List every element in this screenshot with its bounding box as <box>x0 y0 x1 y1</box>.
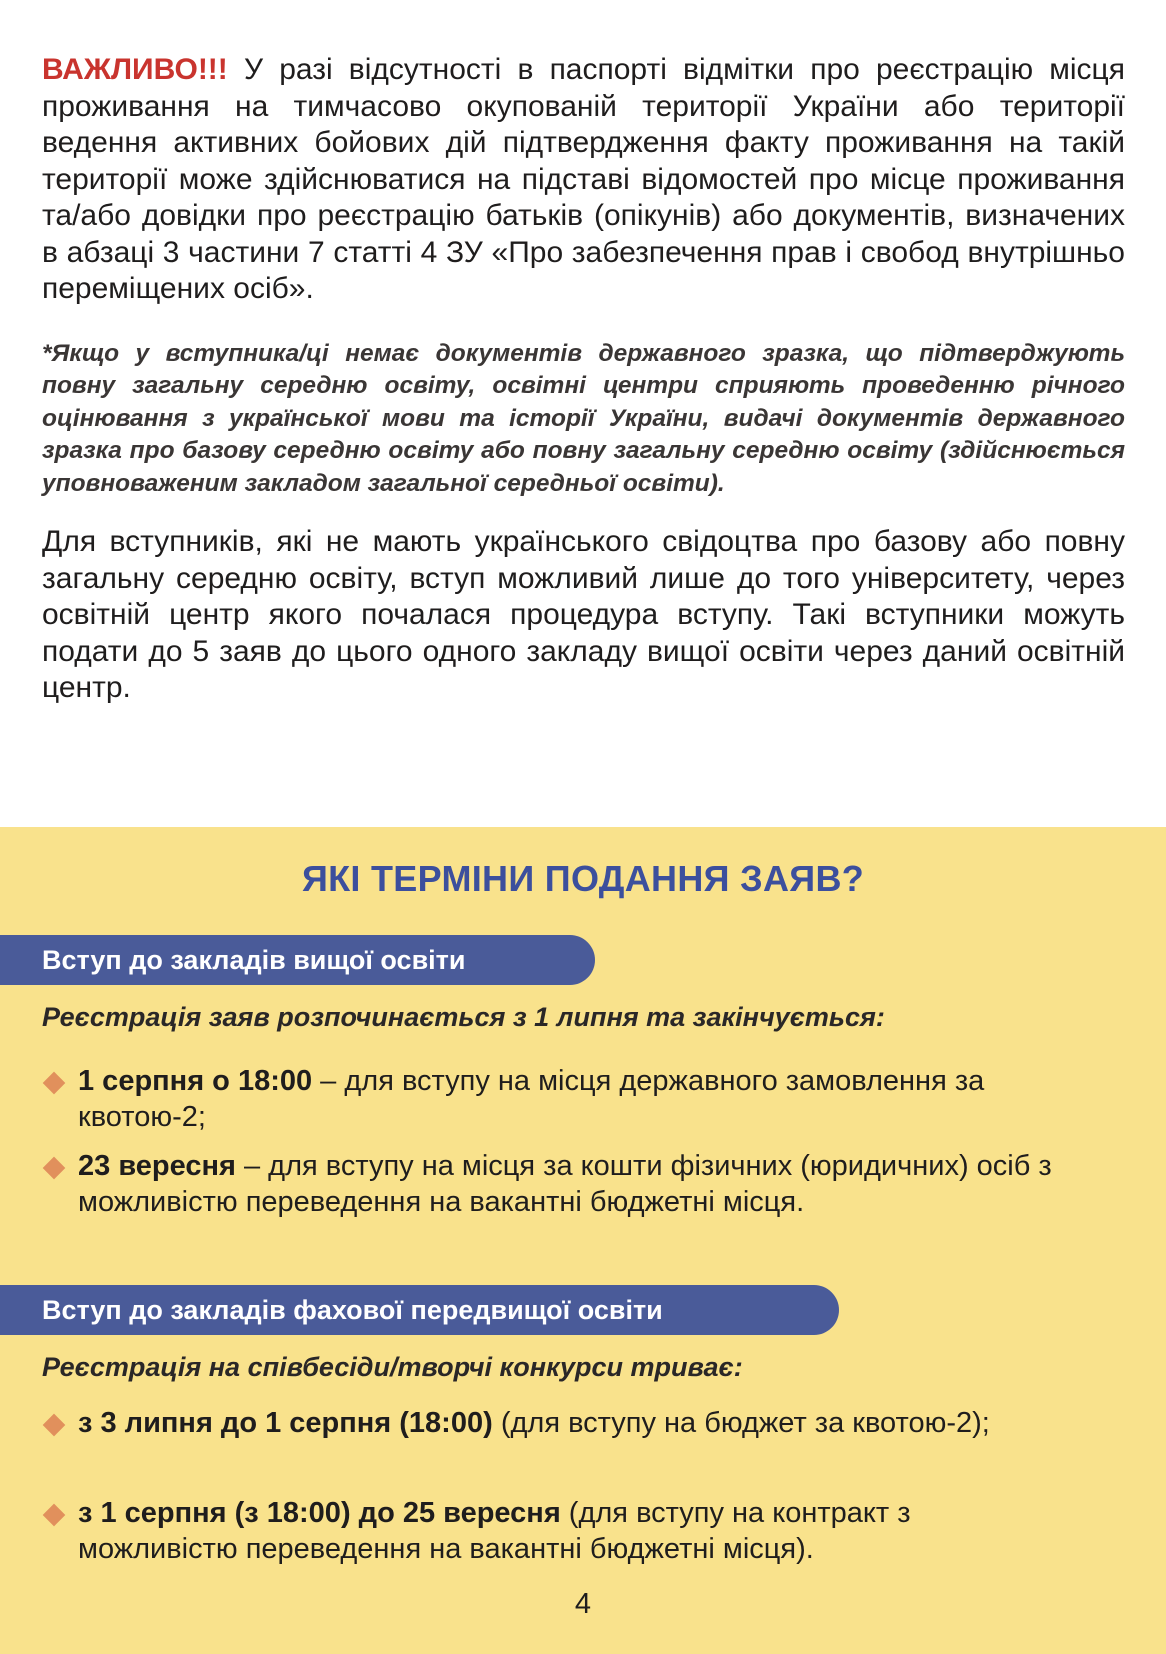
deadline-text: (для вступу на бюджет за квотою-2); <box>492 1407 990 1439</box>
page-number: 4 <box>574 1588 592 1620</box>
preprofessional-education-subheading: Реєстрація на співбесіди/творчі конкурси триває: <box>42 1352 743 1382</box>
list-item <box>78 1063 1058 1135</box>
deadline-date: 1 серпня о 18:00 <box>78 1065 313 1097</box>
higher-education-subheading: Реєстрація заяв розпочинається з 1 липня та закінчується: <box>42 1002 885 1032</box>
deadline-text: (для вступу на контракт з можливістю переведення на вакантні бюджетні місця). <box>78 1497 911 1565</box>
important-label: ВАЖЛИВО!!! <box>42 53 228 86</box>
deadline-text: – для вступу на місця за кошти фізичних (юридичних) осіб з можливістю переведення на вакантні бюджетні місця. <box>78 1150 1052 1218</box>
footnote: *Якщо у вступника/ці немає документів державного зразка, що підтверджують повну загальну середню освіту, освітні центри сприяють проведенню річного оцінювання з української мови та історії України, видачі документів державного зразка про базову середню освіту або повну загальну середню освіту (здійснюється уповноваженим закладом загальної середньої освіти). <box>42 339 1125 497</box>
intro-section <box>42 52 1125 707</box>
deadline-text: – для вступу на місця державного замовлення за квотою-2; <box>78 1065 985 1133</box>
list-item <box>78 1495 1058 1567</box>
deadline-date: з 3 липня до 1 серпня (18:00) <box>78 1407 493 1439</box>
higher-education-heading: Вступ до закладів вищої освіти <box>0 935 595 985</box>
important-paragraph <box>42 52 1125 308</box>
deadline-date: з 1 серпня (з 18:00) до 25 вересня <box>78 1497 561 1529</box>
deadline-date: 23 вересня <box>78 1150 236 1182</box>
deadlines-title: ЯКІ ТЕРМІНИ ПОДАННЯ ЗАЯВ? <box>301 858 865 899</box>
applicants-paragraph: Для вступників, які не мають українського свідоцтва про базову або повну загальну середню освіту, вступ можливий лише до того університету, через освітній центр якого почалася процедура вступу. Такі вступники можуть подати до 5 заяв до цього одного закладу вищої освіти через даний освітній центр. <box>42 525 1125 704</box>
list-item <box>78 1148 1058 1220</box>
list-item <box>78 1405 1058 1441</box>
preprofessional-education-heading: Вступ до закладів фахової передвищої освіти <box>0 1285 839 1335</box>
important-text: У разі відсутності в паспорті відмітки про реєстрацію місця проживання на тимчасово окупованій території України або території ведення активних бойових дій підтвердження факту проживання на такій території може здійснюватися на підставі відомостей про місце проживання та/або довідки про реєстрацію батьків (опікунів) або документів, визначених в абзаці 3 частини 7 статті 4 ЗУ «Про забезпечення прав і свобод внутрішньо переміщених осіб». <box>42 53 1125 305</box>
